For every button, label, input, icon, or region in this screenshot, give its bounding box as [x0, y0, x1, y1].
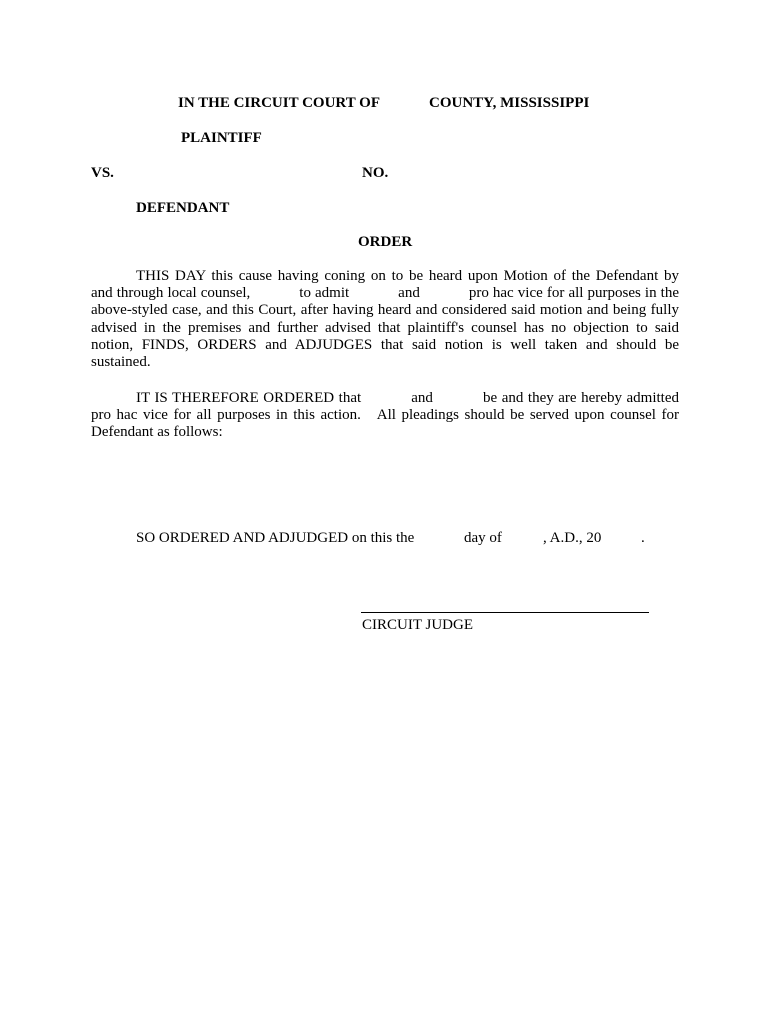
closing-period: . [641, 530, 645, 546]
paragraph-1-line: and through local counsel, to admit and pro hac vice for all purposes in the [91, 285, 679, 302]
order-title: ORDER [358, 234, 413, 250]
versus-label: VS. [91, 165, 114, 181]
court-heading-left: IN THE CIRCUIT COURT OF [178, 95, 381, 111]
case-number-label: NO. [362, 165, 389, 181]
so-ordered-text: SO ORDERED AND ADJUDGED on this the [136, 530, 415, 546]
paragraph-1-line: THIS DAY this cause having coning on to be heard upon Motion of the Defendant by [136, 268, 679, 284]
day-of-text: day of [464, 530, 502, 546]
paragraph-2-line: IT IS THEREFORE ORDERED that and be and they are hereby admitted [136, 390, 679, 406]
paragraph-1-line: advised in the premises and further advised that plaintiff's counsel has no objection to said [91, 319, 679, 336]
order-paragraph-2 [91, 390, 679, 442]
circuit-judge-label: CIRCUIT JUDGE [362, 617, 473, 633]
court-heading-right: COUNTY, MISSISSIPPI [429, 95, 590, 111]
paragraph-1-line: notion, FINDS, ORDERS and ADJUDGES that said notion is well taken and should be [91, 336, 679, 353]
paragraph-2-line: pro hac vice for all purposes in this action. All pleadings should be served upon counsel for [91, 407, 679, 424]
defendant-label: DEFENDANT [136, 200, 230, 216]
signature-line [361, 612, 649, 613]
paragraph-1-line: sustained. [91, 354, 151, 371]
paragraph-2-line: Defendant as follows: [91, 424, 223, 441]
order-paragraph-1 [91, 268, 679, 371]
paragraph-1-line: above-styled case, and this Court, after having heard and considered said motion and being fully [91, 302, 679, 319]
plaintiff-label: PLAINTIFF [181, 130, 262, 146]
anno-domini-text: , A.D., 20 [543, 530, 602, 546]
